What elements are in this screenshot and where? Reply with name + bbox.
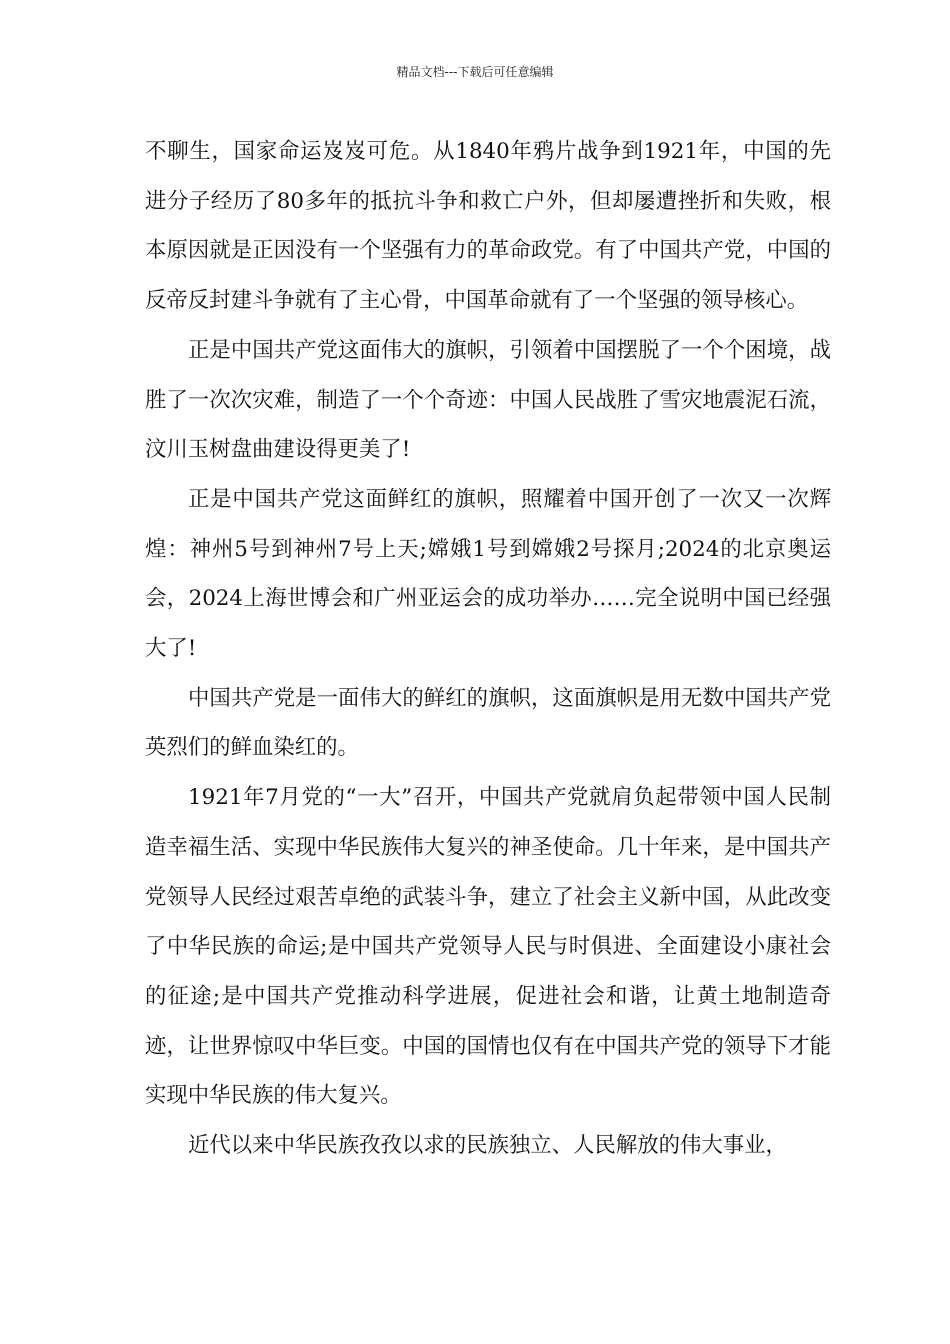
- document-body: [145, 127, 831, 1171]
- paragraph-banner-glory: 正是中国共产党这面鲜红的旗帜，照耀着中国开创了一次又一次辉煌：神州5号到神州7号上天;嫦娥1号到嫦娥2号探月;2024的北京奥运会，2024上海世博会和广州亚运会的成功举办……完全说明中国已经强大了!: [145, 486, 831, 662]
- paragraph-party-history: 1921年7月党的“一大”召开，中国共产党就肩负起带领中国人民制造幸福生活、实现中华民族伟大复兴的神圣使命。几十年来，是中国共产党领导人民经过艰苦卓绝的武装斗争，建立了社会主义新中国，从此改变了中华民族的命运;是中国共产党领导人民与时俱进、全面建设小康社会的征途;是中国共产党推动科学进展，促进社会和谐，让黄土地制造奇迹，让世界惊叹中华巨变。中国的国情也仅有在中国共产党的领导下才能实现中华民族的伟大复兴。: [145, 785, 831, 1109]
- paragraph-continuation: 不聊生，国家命运岌岌可危。从1840年鸦片战争到1921年，中国的先进分子经历了80多年的抵抗斗争和救亡户外，但却屡遭挫折和失败，根本原因就是正因没有一个坚强有力的革命政党。有了中国共产党，中国的反帝反封建斗争就有了主心骨，中国革命就有了一个坚强的领导核心。: [145, 139, 831, 314]
- paragraph-national-cause: 近代以来中华民族孜孜以求的民族独立、人民解放的伟大事业，: [188, 1133, 787, 1159]
- paragraph-banner-guidance: 正是中国共产党这面伟大的旗帜，引领着中国摆脱了一个个困境，战胜了一次次灾难，制造了一个个奇迹：中国人民战胜了雪灾地震泥石流，汶川玉树盘曲建设得更美了!: [145, 337, 831, 463]
- paragraph-banner-blood: 中国共产党是一面伟大的鲜红的旗帜，这面旗帜是用无数中国共产党英烈们的鲜血染红的。: [145, 685, 831, 761]
- page-header: 精品文档---下载后可任意编辑: [396, 65, 554, 79]
